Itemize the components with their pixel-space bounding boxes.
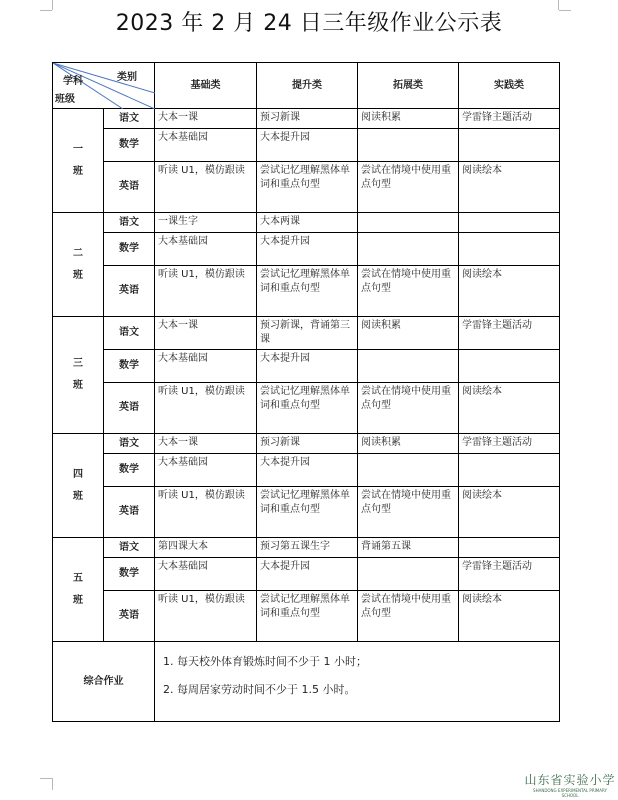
class-name: 五班 (73, 572, 83, 606)
task-cell: 大本两课 (257, 213, 358, 233)
task-cell: 预习新课 (257, 109, 358, 129)
task-cell: 大本一课 (155, 317, 257, 350)
homework-table (52, 62, 560, 722)
task-cell: 第四课大本 (155, 538, 257, 558)
task-cell: 听读 U1，模仿跟读 (155, 383, 257, 434)
subject-cell: 语文 (104, 109, 155, 129)
task-cell: 阅读绘本 (459, 591, 560, 642)
subject-cell: 数学 (104, 129, 155, 162)
subject-cell: 英语 (104, 383, 155, 434)
task-cell: 学雷锋主题活动 (459, 109, 560, 129)
school-logo-cn: 山东省实验小学 (524, 773, 616, 787)
column-header-improve: 提升类 (257, 63, 358, 109)
subject-cell: 语文 (104, 538, 155, 558)
table-row (53, 350, 560, 383)
task-cell (358, 213, 459, 233)
task-cell: 尝试在情境中使用重点句型 (358, 383, 459, 434)
task-cell: 背诵第五课 (358, 538, 459, 558)
task-cell: 大本基础园 (155, 350, 257, 383)
task-cell (459, 129, 560, 162)
class-label: 班级 (55, 94, 75, 105)
subject-cell: 英语 (104, 266, 155, 317)
summary-item: 1. 每天校外体育锻炼时间不少于 1 小时； (163, 655, 367, 668)
school-logo-en: SHANDONG EXPERIMENTAL PRIMARY SCHOOL (533, 788, 607, 798)
task-cell (358, 350, 459, 383)
class-name-cell (53, 213, 104, 317)
task-cell: 一课生字 (155, 213, 257, 233)
summary-label: 综合作业 (53, 642, 155, 722)
task-cell: 大本提升园 (257, 233, 358, 266)
task-cell: 听读 U1，模仿跟读 (155, 162, 257, 213)
task-cell: 尝试在情境中使用重点句型 (358, 266, 459, 317)
task-cell: 尝试记忆理解黑体单词和重点句型 (257, 383, 358, 434)
subject-cell: 数学 (104, 454, 155, 487)
task-cell: 学雷锋主题活动 (459, 434, 560, 454)
header-row (53, 63, 560, 109)
task-cell: 尝试记忆理解黑体单词和重点句型 (257, 266, 358, 317)
school-logo (524, 771, 616, 799)
task-cell: 阅读积累 (358, 434, 459, 454)
task-cell: 大本提升园 (257, 350, 358, 383)
task-cell: 尝试记忆理解黑体单词和重点句型 (257, 487, 358, 538)
subject-cell: 语文 (104, 434, 155, 454)
page-corner-mark (40, 778, 52, 779)
table-row (53, 162, 560, 213)
summary-row (53, 642, 560, 722)
table-row (53, 266, 560, 317)
table-row (53, 129, 560, 162)
task-cell: 听读 U1，模仿跟读 (155, 591, 257, 642)
task-cell: 阅读绘本 (459, 487, 560, 538)
table-row (53, 487, 560, 538)
task-cell: 尝试记忆理解黑体单词和重点句型 (257, 591, 358, 642)
task-cell: 阅读绘本 (459, 162, 560, 213)
task-cell: 大本基础园 (155, 233, 257, 266)
class-name: 一班 (73, 143, 83, 177)
task-cell: 阅读绘本 (459, 266, 560, 317)
subject-cell: 语文 (104, 213, 155, 233)
task-cell (358, 558, 459, 591)
column-header-basic: 基础类 (155, 63, 257, 109)
class-name-cell (53, 109, 104, 213)
class-name-cell (53, 317, 104, 434)
task-cell: 大本提升园 (257, 558, 358, 591)
category-label: 类别 (117, 72, 137, 83)
subject-cell: 英语 (104, 591, 155, 642)
task-cell: 大本一课 (155, 109, 257, 129)
subject-cell: 数学 (104, 233, 155, 266)
summary-item: 2. 每周居家劳动时间不少于 1.5 小时。 (163, 683, 356, 696)
task-cell: 学雷锋主题活动 (459, 317, 560, 350)
task-cell (459, 350, 560, 383)
task-cell (459, 213, 560, 233)
subject-cell: 数学 (104, 558, 155, 591)
subject-cell: 语文 (104, 317, 155, 350)
subject-cell: 英语 (104, 487, 155, 538)
diagonal-header-cell (53, 63, 155, 109)
task-cell: 阅读积累 (358, 317, 459, 350)
column-header-extend: 拓展类 (358, 63, 459, 109)
table-row (53, 317, 560, 350)
task-cell: 尝试在情境中使用重点句型 (358, 591, 459, 642)
task-cell (358, 129, 459, 162)
subject-cell: 英语 (104, 162, 155, 213)
table-row (53, 558, 560, 591)
class-name: 二班 (73, 247, 83, 281)
task-cell: 大本基础园 (155, 558, 257, 591)
task-cell: 阅读积累 (358, 109, 459, 129)
task-cell: 预习第五课生字 (257, 538, 358, 558)
task-cell: 大本基础园 (155, 454, 257, 487)
summary-content (155, 642, 560, 722)
task-cell: 听读 U1，模仿跟读 (155, 266, 257, 317)
table-row (53, 109, 560, 129)
table-row (53, 233, 560, 266)
task-cell: 大本提升园 (257, 129, 358, 162)
table-row (53, 383, 560, 434)
table-row (53, 434, 560, 454)
task-cell: 大本一课 (155, 434, 257, 454)
task-cell: 阅读绘本 (459, 383, 560, 434)
class-name: 四班 (73, 468, 83, 502)
task-cell (459, 454, 560, 487)
task-cell: 大本基础园 (155, 129, 257, 162)
table-row (53, 538, 560, 558)
task-cell: 预习新课，背诵第三课 (257, 317, 358, 350)
class-name-cell (53, 434, 104, 538)
task-cell (459, 538, 560, 558)
task-cell: 尝试记忆理解黑体单词和重点句型 (257, 162, 358, 213)
task-cell: 尝试在情境中使用重点句型 (358, 487, 459, 538)
task-cell: 尝试在情境中使用重点句型 (358, 162, 459, 213)
page-title: 2023 年 2 月 24 日三年级作业公示表 (115, 11, 503, 36)
table-row (53, 591, 560, 642)
table-row (53, 454, 560, 487)
task-cell: 学雷锋主题活动 (459, 558, 560, 591)
task-cell (459, 233, 560, 266)
task-cell (358, 454, 459, 487)
class-name-cell (53, 538, 104, 642)
column-header-practice: 实践类 (459, 63, 560, 109)
subject-label: 学科 (63, 76, 83, 87)
class-name: 三班 (73, 358, 83, 391)
table-row (53, 213, 560, 233)
task-cell: 大本提升园 (257, 454, 358, 487)
task-cell: 听读 U1，模仿跟读 (155, 487, 257, 538)
subject-cell: 数学 (104, 350, 155, 383)
page-corner-mark (52, 778, 53, 790)
task-cell: 预习新课 (257, 434, 358, 454)
task-cell (358, 233, 459, 266)
